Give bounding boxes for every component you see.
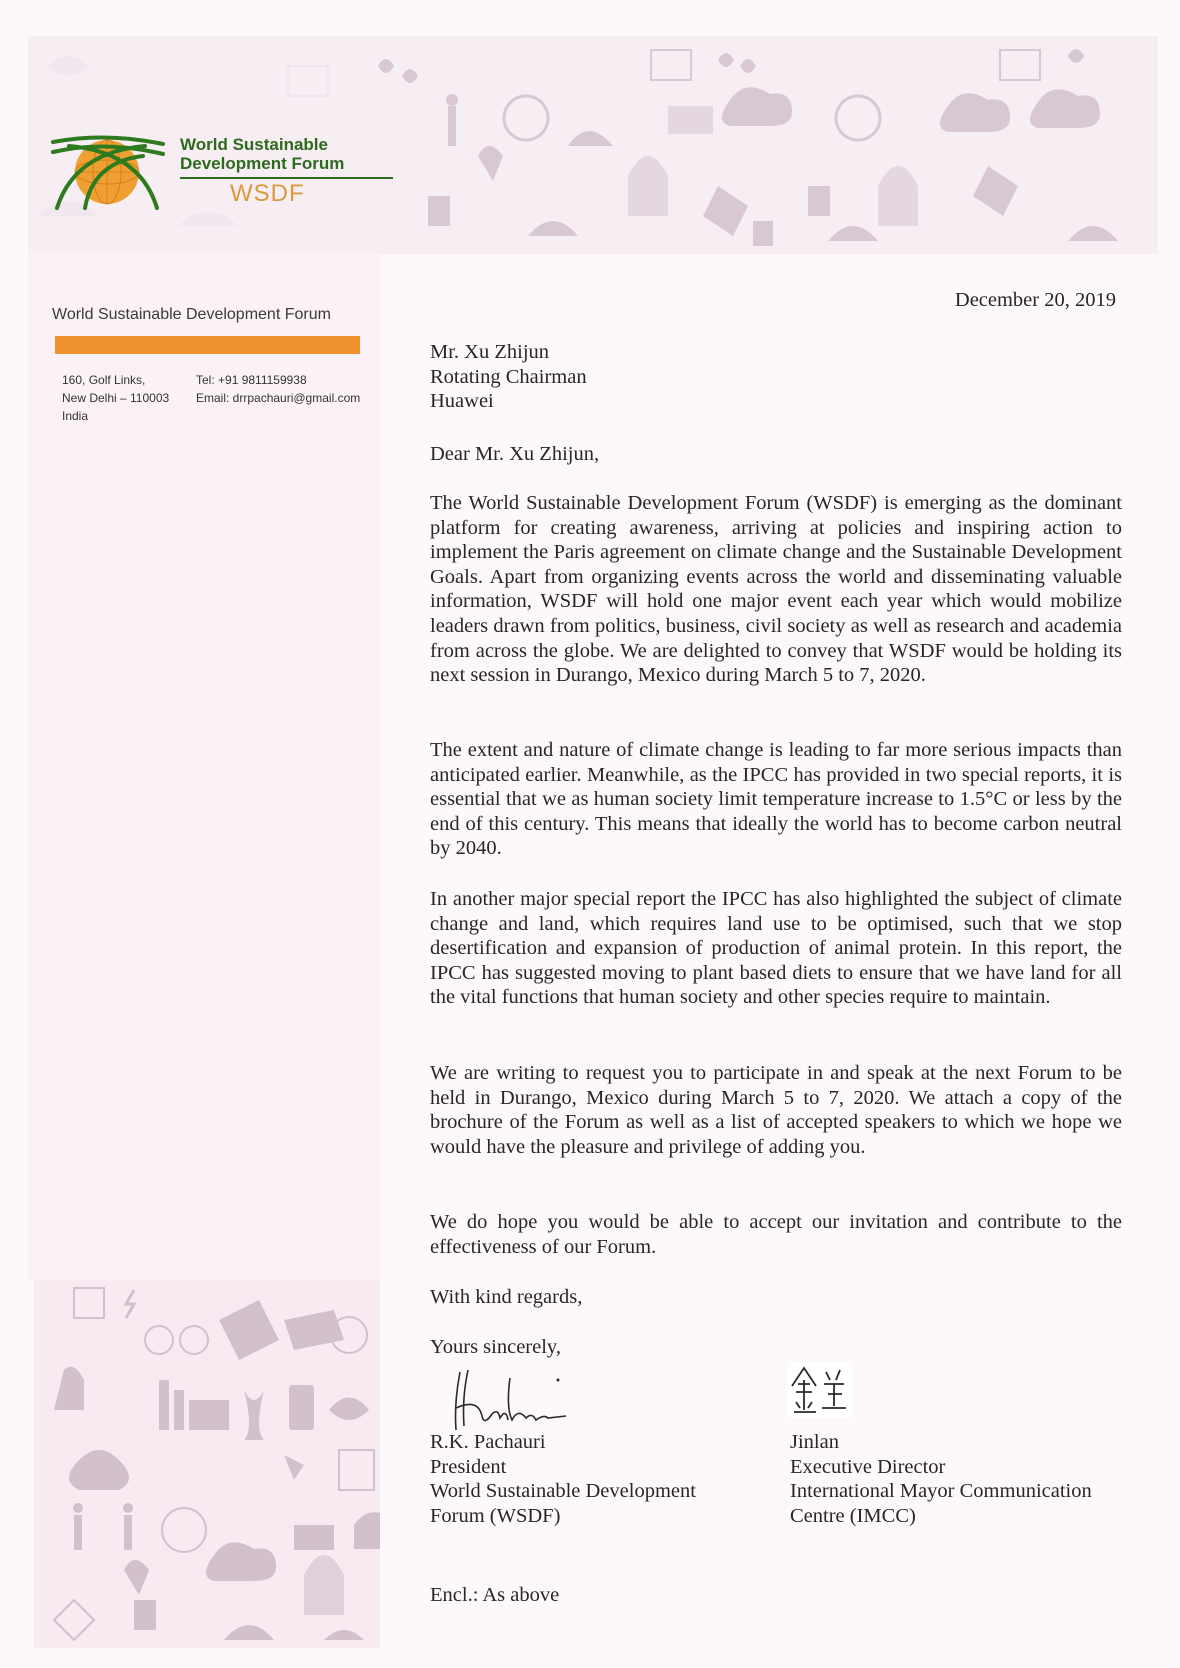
- closing-regards: With kind regards,: [430, 1286, 583, 1308]
- address-block: [62, 371, 169, 425]
- contact-block: [196, 371, 360, 407]
- logo-name-line1: World Sustainable: [180, 135, 328, 154]
- signature-pachauri: [448, 1368, 578, 1434]
- signatory-title: Executive Director: [790, 1455, 946, 1478]
- salutation: Dear Mr. Xu Zhijun,: [430, 443, 600, 465]
- recipient-title: Rotating Chairman: [430, 365, 587, 388]
- logo-divider: [180, 177, 393, 179]
- signatory-org: Centre (IMCC): [790, 1504, 916, 1527]
- sidebar-org-title: World Sustainable Development Forum: [52, 306, 331, 323]
- recipient-block: [430, 340, 1122, 414]
- signatory-name: R.K. Pachauri: [430, 1431, 546, 1453]
- wsdf-logo: [45, 132, 375, 212]
- signatory-org: Forum (WSDF): [430, 1504, 561, 1527]
- address-line: New Delhi – 110003: [62, 391, 170, 405]
- signatory-name: Jinlan: [790, 1431, 839, 1453]
- paragraph-2: The extent and nature of climate change is leading to far more serious impacts than anticipated earlier. Meanwhile, as the IPCC has provided in two special reports, it is essential that we as human society limit temperature increase to 1.5°C or less by the end of this century. This means that ideally the world has to become carbon neutral by 2040.: [430, 739, 1122, 860]
- signatory-org: International Mayor Communication: [790, 1480, 1092, 1503]
- globe-leaves-icon: [45, 132, 170, 210]
- letter-date: December 20, 2019: [954, 289, 1116, 311]
- recipient-name: Mr. Xu Zhijun: [430, 341, 550, 363]
- signatory-org: World Sustainable Development: [430, 1480, 696, 1503]
- email-address[interactable]: Email: drrpachauri@gmail.com: [196, 391, 361, 405]
- eco-icons-pattern-bottom: [34, 1280, 380, 1648]
- address-line: 160, Golf Links,: [62, 373, 146, 387]
- chinese-signature-glyphs: [788, 1362, 852, 1418]
- signature-jinlan: [788, 1362, 852, 1418]
- logo-name-line2: Development Forum: [180, 154, 345, 173]
- logo-abbreviation: WSDF: [230, 180, 305, 207]
- signatory-jinlan: [790, 1430, 1092, 1528]
- sidebar-pattern-band: [34, 1280, 380, 1648]
- address-line: India: [62, 409, 89, 423]
- paragraph-5: We do hope you would be able to accept our invitation and contribute to the effectiveness of our Forum.: [430, 1211, 1122, 1258]
- closing-sincerely: Yours sincerely,: [430, 1336, 561, 1358]
- paragraph-1: The World Sustainable Development Forum (WSDF) is emerging as the dominant platform for creating awareness, arriving at policies and inspiring action to implement the Paris agreement on climate change and the Sustainable Development Goals. Apart from organizing events across the world and disseminating valuable information, WSDF will hold one major event each year which would mobilize leaders drawn from politics, business, civil society as well as research and academia from across the globe. We are delighted to convey that WSDF would be holding its next session in Durango, Mexico during March 5 to 7, 2020.: [430, 492, 1122, 687]
- recipient-company: Huawei: [430, 390, 494, 413]
- orange-divider-bar: [55, 336, 360, 354]
- logo-org-name: [180, 135, 344, 173]
- signatory-title: President: [430, 1455, 507, 1478]
- paragraph-3: In another major special report the IPCC has also highlighted the subject of climate change and land, which requires land use to be optimised, such that we stop desertification and expansion of production of animal protein. In this report, the IPCC has suggested moving to plant based diets to ensure that we have land for all the vital functions that human society and other species require to maintain.: [430, 888, 1122, 1009]
- telephone: Tel: +91 9811159938: [196, 373, 307, 387]
- signatory-pachauri: [430, 1430, 696, 1528]
- enclosure-note: Encl.: As above: [430, 1584, 560, 1606]
- paragraph-4: We are writing to request you to participate in and speak at the next Forum to be held in Durango, Mexico during March 5 to 7, 2020. We attach a copy of the brochure of the Forum as well as a list of accepted speakers to which we hope we would have the pleasure and privilege of adding you.: [430, 1062, 1122, 1158]
